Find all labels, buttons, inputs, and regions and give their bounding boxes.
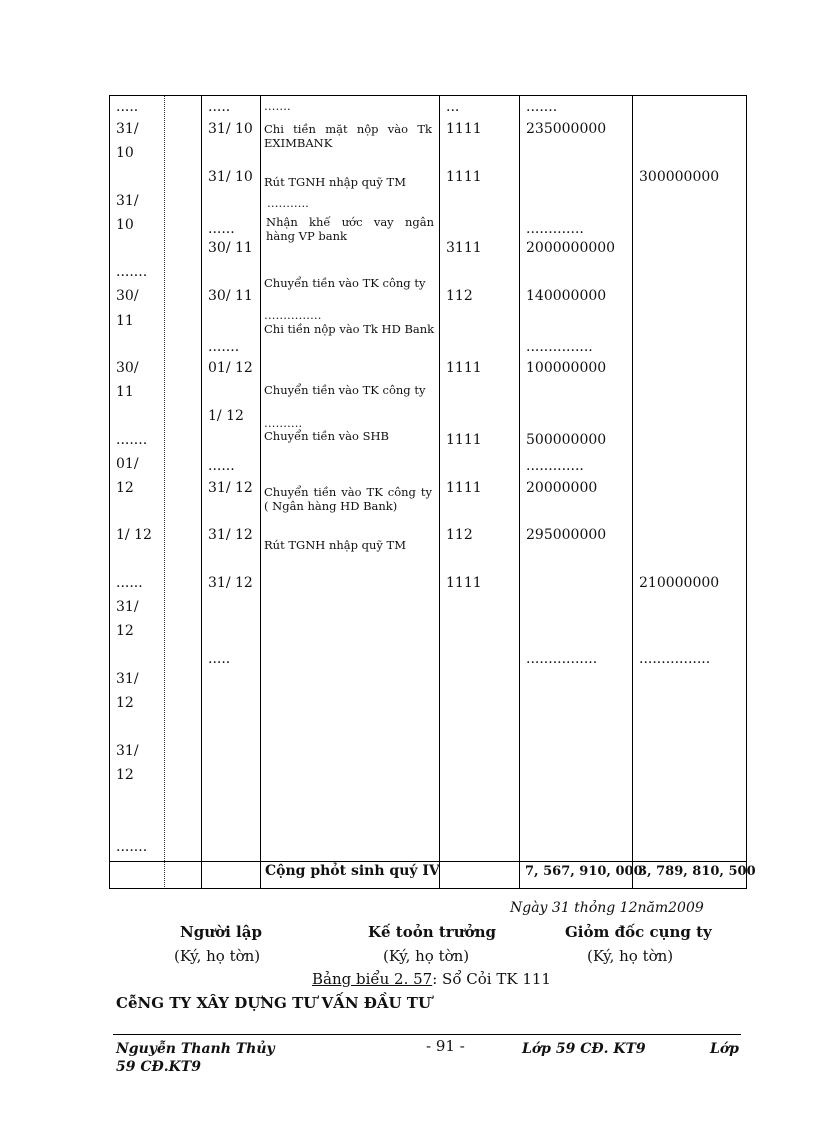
- date-cell: 12: [116, 695, 134, 711]
- director-title: Giỏm đốc cụng ty: [565, 923, 712, 941]
- chief-accountant-note: (Ký, họ tờn): [383, 947, 470, 965]
- account-cell: 1111: [446, 360, 482, 376]
- ledger-table: [109, 95, 756, 889]
- caption-text: : Sổ Cỏi TK 111: [432, 970, 551, 988]
- doc-date-cell: 01/ 12: [208, 360, 253, 376]
- debit-cell: 235000000: [526, 121, 607, 137]
- doc-date-cell: 31/ 12: [208, 480, 253, 496]
- credit-cell: 210000000: [639, 575, 720, 591]
- description-cell: Chuyển tiền vào TK công ty: [264, 383, 426, 397]
- date-cell: 31/: [116, 671, 139, 687]
- description-cell: Chuyển tiền vào TK công ty ( Ngân hàng HD Bank): [264, 485, 432, 513]
- description-cell: Nhận khế ước vay ngân hàng VP bank: [266, 215, 434, 243]
- preparer-note: (Ký, họ tờn): [174, 947, 261, 965]
- description-cell: Rút TGNH nhập quỹ TM: [264, 175, 406, 189]
- caption-label: Bảng biểu 2. 57: [312, 970, 433, 988]
- description-cell: ……………: [264, 308, 322, 322]
- footer-class-code: 59 CĐ.KT9: [116, 1059, 201, 1075]
- debit-cell: 295000000: [526, 527, 607, 543]
- date-cell: 12: [116, 767, 134, 783]
- account-cell: 1111: [446, 575, 482, 591]
- footer-class: Lớp 59 CĐ. KT9: [522, 1041, 646, 1057]
- account-cell: ...: [446, 99, 460, 115]
- date-cell: 11: [116, 313, 134, 329]
- date-cell: 10: [116, 145, 134, 161]
- credit-cell: 300000000: [639, 169, 720, 185]
- doc-date-cell: 30/ 11: [208, 288, 253, 304]
- chief-accountant-title: Kế toỏn trưởng: [368, 923, 497, 941]
- date-cell: 30/: [116, 360, 139, 376]
- date-cell: ......: [116, 575, 143, 591]
- debit-cell: 140000000: [526, 288, 607, 304]
- date-cell: 10: [116, 217, 134, 233]
- description-cell: Rút TGNH nhập quỹ TM: [264, 538, 406, 552]
- director-note: (Ký, họ tờn): [587, 947, 674, 965]
- footer-author: Nguyễn Thanh Thủy: [116, 1041, 275, 1057]
- date-cell: 30/: [116, 288, 139, 304]
- description-cell: …….: [264, 99, 291, 113]
- doc-date-cell: .......: [208, 339, 240, 355]
- date-cell: .......: [116, 264, 148, 280]
- account-cell: 1111: [446, 480, 482, 496]
- debit-cell: 100000000: [526, 360, 607, 376]
- date-cell: 31/: [116, 743, 139, 759]
- account-cell: 112: [446, 527, 473, 543]
- table-caption: [312, 970, 551, 988]
- date-cell: 1/ 12: [116, 527, 152, 543]
- date-cell: 31/: [116, 193, 139, 209]
- doc-date-cell: 30/ 11: [208, 240, 253, 256]
- preparer-title: Người lập: [180, 923, 262, 941]
- date-cell: 12: [116, 623, 134, 639]
- date-cell: 11: [116, 384, 134, 400]
- total-debit: 7, 567, 910, 000: [525, 864, 643, 879]
- account-cell: 1111: [446, 432, 482, 448]
- debit-cell: ................: [526, 651, 598, 667]
- company-line: CễNG TY XÂY DỰNG TƯ VẤN ĐẦU TƯ: [116, 994, 432, 1012]
- debit-cell: 500000000: [526, 432, 607, 448]
- date-cell: 01/: [116, 456, 139, 472]
- date-cell: 31/: [116, 599, 139, 615]
- doc-date-cell: 31/ 10: [208, 169, 253, 185]
- debit-cell: 2000000000: [526, 240, 616, 256]
- footer-rule: [113, 1034, 741, 1035]
- debit-cell: .............: [526, 221, 584, 237]
- doc-date-cell: ......: [208, 221, 235, 237]
- doc-date-cell: 1/ 12: [208, 408, 244, 424]
- description-cell: Chuyển tiền vào TK công ty: [264, 276, 426, 290]
- debit-cell: 20000000: [526, 480, 598, 496]
- description-cell: ………..: [267, 196, 309, 210]
- account-cell: 3111: [446, 240, 482, 256]
- date-line: Ngày 31 thỏng 12năm2009: [510, 900, 704, 916]
- doc-date-cell: .....: [208, 651, 231, 667]
- date-cell: .....: [116, 99, 139, 115]
- account-cell: 1111: [446, 121, 482, 137]
- description-cell: Chi tiền nộp vào Tk HD Bank: [264, 322, 435, 336]
- doc-date-cell: 31/ 12: [208, 527, 253, 543]
- date-cell: 31/: [116, 121, 139, 137]
- debit-cell: ...............: [526, 339, 593, 355]
- debit-cell: .......: [526, 99, 558, 115]
- doc-date-cell: .....: [208, 99, 231, 115]
- doc-date-cell: 31/ 12: [208, 575, 253, 591]
- description-cell: ……….: [264, 416, 303, 430]
- date-cell: .......: [116, 432, 148, 448]
- debit-cell: .............: [526, 458, 584, 474]
- credit-cell: ................: [639, 651, 711, 667]
- account-cell: 112: [446, 288, 473, 304]
- page-number: - 91 -: [426, 1037, 465, 1055]
- total-credit: 3, 789, 810, 500: [638, 864, 756, 879]
- description-cell: Chi tiền mặt nộp vào Tk EXIMBANK: [264, 122, 432, 150]
- total-label: Cộng phỏt sinh quý IV: [265, 863, 440, 879]
- date-cell: 12: [116, 480, 134, 496]
- account-cell: 1111: [446, 169, 482, 185]
- footer-right-word: Lớp: [710, 1041, 739, 1057]
- date-cell: .......: [116, 839, 148, 855]
- description-cell: Chuyển tiền vào SHB: [264, 429, 389, 443]
- doc-date-cell: ......: [208, 458, 235, 474]
- doc-date-cell: 31/ 10: [208, 121, 253, 137]
